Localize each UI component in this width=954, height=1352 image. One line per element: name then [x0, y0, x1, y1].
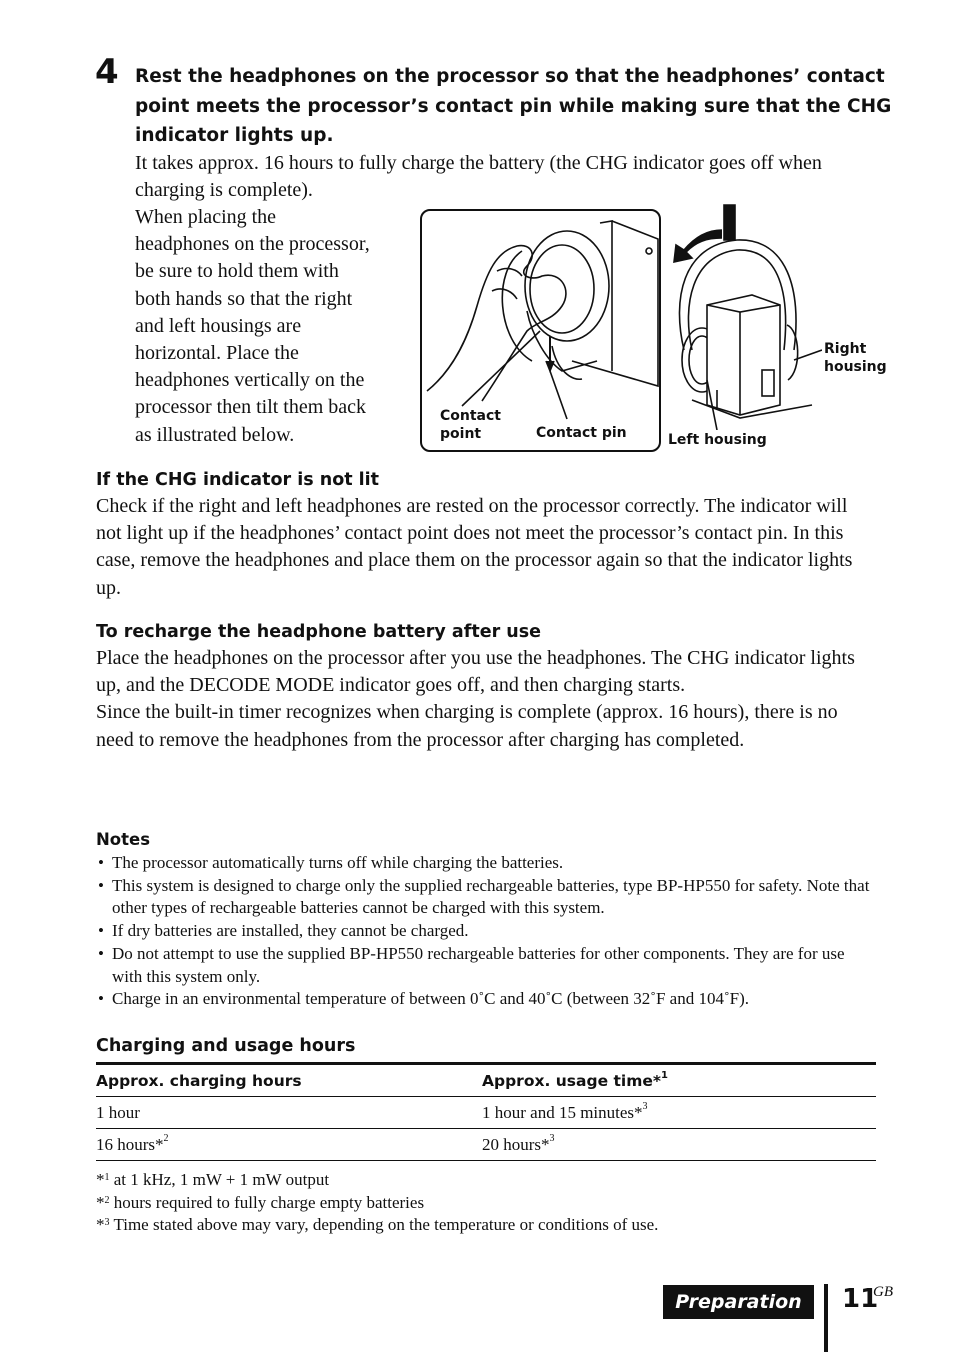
table-title: Charging and usage hours: [96, 1036, 356, 1056]
page-divider: [824, 1284, 828, 1352]
footnote: [96, 1214, 876, 1237]
table-row: [96, 1097, 876, 1129]
table-header-usage: [482, 1064, 876, 1097]
recharge-section-text: [96, 645, 866, 754]
note-item: • This system is designed to charge only the supplied rechargeable batteries, type BP-HP550 for safety. Note that other types of rechargeable batteries cannot be charged with this system.: [96, 875, 874, 920]
footnote-mark: *: [96, 1192, 105, 1212]
text-line: When placing the: [135, 206, 277, 228]
footnote-marker: 3: [642, 1100, 648, 1112]
page-suffix: GB: [873, 1284, 893, 1300]
header-text: Approx. usage time*: [482, 1071, 661, 1090]
text-line: be sure to hold them with: [135, 260, 339, 283]
notes-heading: Notes: [96, 830, 151, 849]
chg-section-heading: If the CHG indicator is not lit: [96, 470, 380, 490]
footnote: [96, 1192, 876, 1215]
step-number: 4: [95, 52, 119, 92]
footnote-mark: *: [96, 1215, 105, 1234]
cell-text: 20 hours*: [482, 1134, 550, 1154]
text-line: as illustrated below.: [135, 423, 295, 446]
page-number: 11: [842, 1284, 879, 1314]
footnote-marker: 3: [549, 1132, 555, 1144]
table-cell: [96, 1129, 482, 1161]
footnote-marker: 2: [163, 1132, 169, 1144]
step-heading: Rest the headphones on the processor so that the headphones’ contact point meets the processor’s contact pin while making sure that the CHG indicator lights up.: [135, 66, 892, 146]
footnote-number: 1: [104, 1172, 110, 1183]
text-line: both hands so that the right: [135, 287, 353, 310]
cell-text: 1 hour: [96, 1102, 140, 1122]
footnote-number: 2: [104, 1194, 110, 1206]
label-contact-pin: Contact pin: [536, 425, 627, 441]
text-line: processor then tilt them back: [135, 396, 367, 419]
footnote-number: 3: [104, 1217, 110, 1228]
footnotes: [96, 1169, 876, 1237]
label-contact-point: Contact point: [440, 408, 501, 442]
recharge-paragraph-2: Since the built-in timer recognizes when charging is complete (approx. 16 hours), there is no need to remove the headphones from the processor after charging has completed.: [96, 701, 838, 751]
footnote-mark: *: [96, 1170, 105, 1189]
note-item: • The processor automatically turns off while charging the batteries.: [96, 852, 874, 875]
section-tab: Preparation: [663, 1285, 814, 1319]
headphones-on-processor-illustration: [662, 200, 822, 430]
notes-list: [96, 852, 874, 1011]
table-cell: [482, 1097, 876, 1129]
table-header-charging: Approx. charging hours: [96, 1071, 302, 1090]
step-text-narrow: [135, 204, 420, 449]
note-item: • Charge in an environmental temperature of between 0˚C and 40˚C (between 32˚F and 104˚F).: [96, 988, 874, 1011]
text-line: headphones on the processor,: [135, 233, 370, 256]
table-row: [96, 1129, 876, 1161]
footnote-text: Time stated above may vary, depending on the temperature or conditions of use.: [109, 1215, 659, 1234]
headphones-drawing: [662, 200, 822, 430]
cell-text: 16 hours*: [96, 1134, 164, 1154]
footnote-text: hours required to fully charge empty batteries: [109, 1192, 425, 1212]
footnote-marker: 1: [660, 1069, 668, 1081]
recharge-section-heading: To recharge the headphone battery after use: [96, 622, 542, 642]
text-line: and left housings are: [135, 314, 302, 337]
charging-usage-table: [96, 1062, 876, 1161]
contact-closeup-illustration: [420, 209, 661, 452]
footnote: [96, 1169, 876, 1192]
chg-section-text: Check if the right and left headphones are rested on the processor correctly. The indicator will not light up if the headphones’ contact point does not meet the processor’s contact pin. In this case, remove the headphones and place them on the processor again so that the indicator lights up.: [96, 495, 853, 599]
label-right-housing: Right housing: [824, 341, 887, 375]
cell-text: 1 hour and 15 minutes*: [482, 1102, 643, 1122]
note-item: • Do not attempt to use the supplied BP-HP550 rechargeable batteries for other components. They are for use with this system only.: [96, 943, 874, 988]
text-line: horizontal. Place the: [135, 342, 299, 365]
table-cell: [482, 1129, 876, 1161]
step-text-full: It takes approx. 16 hours to fully charge the battery (the CHG indicator goes off when charging is complete).: [135, 152, 822, 202]
table-cell: [96, 1097, 482, 1129]
table-header-row: [96, 1064, 876, 1097]
recharge-paragraph-1: Place the headphones on the processor after you use the headphones. The CHG indicator lights up, and the DECODE MODE indicator goes off, and then charging starts.: [96, 647, 855, 697]
footnote-text: at 1 kHz, 1 mW + 1 mW output: [109, 1170, 330, 1189]
label-left-housing: Left housing: [668, 432, 767, 448]
note-item: • If dry batteries are installed, they cannot be charged.: [96, 920, 874, 943]
text-line: headphones vertically on the: [135, 369, 365, 392]
